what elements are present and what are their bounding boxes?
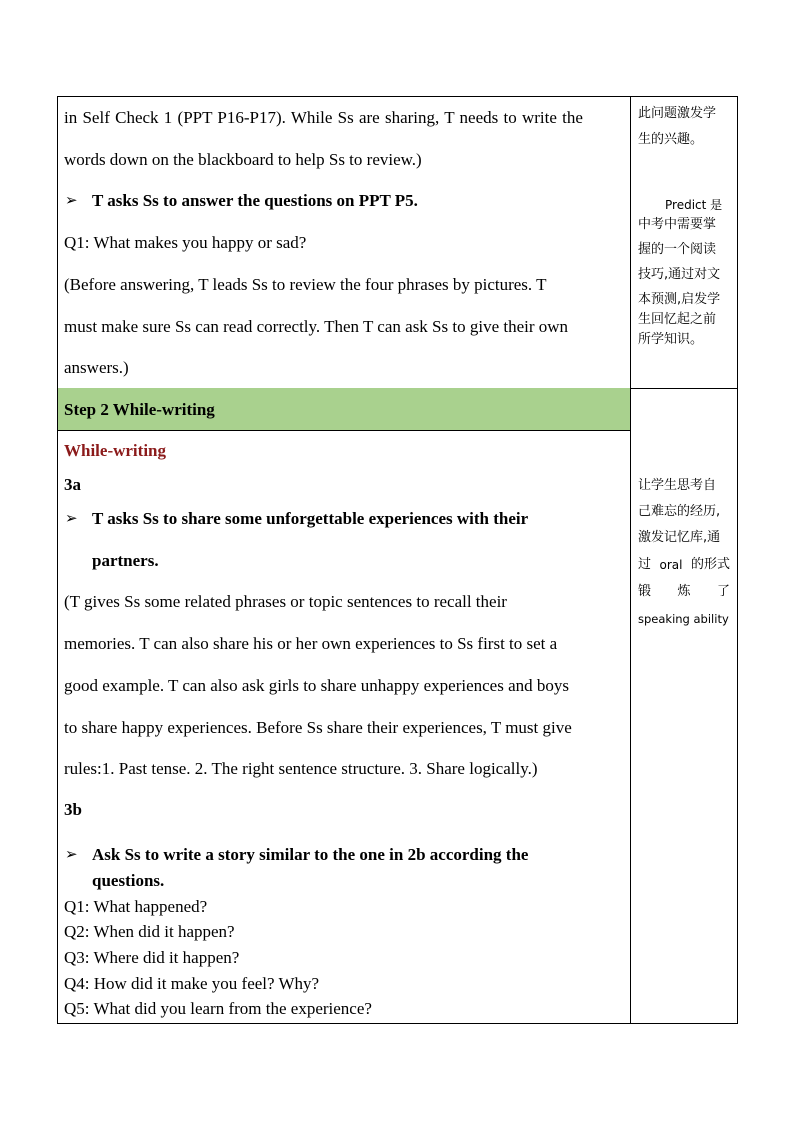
label-3a: 3a — [64, 475, 81, 494]
question-line: Q1: What makes you happy or sad? — [64, 233, 307, 252]
note-line: 中考中需要掌 — [638, 217, 717, 232]
note-word: oral — [659, 558, 683, 572]
note-line: Predict 是 — [665, 198, 723, 212]
note-line: 己难忘的经历, — [638, 504, 721, 519]
task-title: partners. — [92, 551, 159, 570]
text-line: in Self Check 1 (PPT P16-P17). While Ss are sharing, T needs to write the — [64, 108, 583, 127]
label-3b: 3b — [64, 800, 82, 819]
note-line: 此问题激发学 — [638, 106, 717, 121]
note-line: 技巧,通过对文 — [638, 267, 721, 282]
note-line: 激发记忆库,通 — [638, 530, 721, 545]
note-line: 生的兴趣。 — [638, 132, 704, 147]
note-line: speaking ability — [638, 612, 729, 626]
note-line: 所学知识。 — [638, 332, 704, 347]
text-line: (Before answering, T leads Ss to review the four phrases by pictures. T — [64, 275, 547, 294]
arrow-bullet-icon: ➢ — [65, 193, 78, 209]
task-title: questions. — [92, 871, 165, 890]
question-line: Q1: What happened? — [64, 897, 208, 916]
question-line: Q3: Where did it happen? — [64, 948, 240, 967]
text-line: answers.) — [64, 358, 129, 377]
note-word: 炼 — [677, 584, 691, 599]
note-line: 本预测,启发学 — [638, 292, 721, 307]
note-line — [638, 555, 730, 575]
note-line: 握的一个阅读 — [638, 242, 717, 257]
text-line: to share happy experiences. Before Ss share their experiences, T must give — [64, 718, 572, 737]
question-line: Q2: When did it happen? — [64, 922, 235, 941]
arrow-bullet-icon: ➢ — [65, 847, 78, 863]
task-title: T asks Ss to share some unforgettable experiences with their — [92, 509, 529, 528]
text-line: must make sure Ss can read correctly. Then T can ask Ss to give their own — [64, 317, 569, 336]
note-line — [638, 582, 730, 602]
text-line: memories. T can also share his or her own experiences to Ss first to set a — [64, 634, 558, 653]
note-word: 的形式 — [690, 557, 730, 572]
note-word: 锻 — [638, 584, 652, 599]
question-line: Q4: How did it make you feel? Why? — [64, 974, 320, 993]
arrow-bullet-icon: ➢ — [65, 511, 78, 527]
section-title: While-writing — [64, 441, 166, 460]
note-word: 过 — [638, 557, 652, 572]
text-line: good example. T can also ask girls to share unhappy experiences and boys — [64, 676, 569, 695]
text-line: (T gives Ss some related phrases or topic sentences to recall their — [64, 592, 507, 611]
note-word: 了 — [716, 584, 730, 599]
text-line: rules:1. Past tense. 2. The right sentence structure. 3. Share logically.) — [64, 759, 538, 778]
task-title: Ask Ss to write a story similar to the one in 2b according the — [92, 845, 529, 864]
text-line: words down on the blackboard to help Ss to review.) — [64, 150, 422, 169]
note-line: 生回忆起之前 — [638, 312, 717, 327]
step-header: Step 2 While-writing — [64, 400, 215, 419]
note-line: 让学生思考自 — [638, 478, 717, 493]
task-title: T asks Ss to answer the questions on PPT P5. — [92, 191, 418, 210]
question-line: Q5: What did you learn from the experience? — [64, 999, 372, 1018]
